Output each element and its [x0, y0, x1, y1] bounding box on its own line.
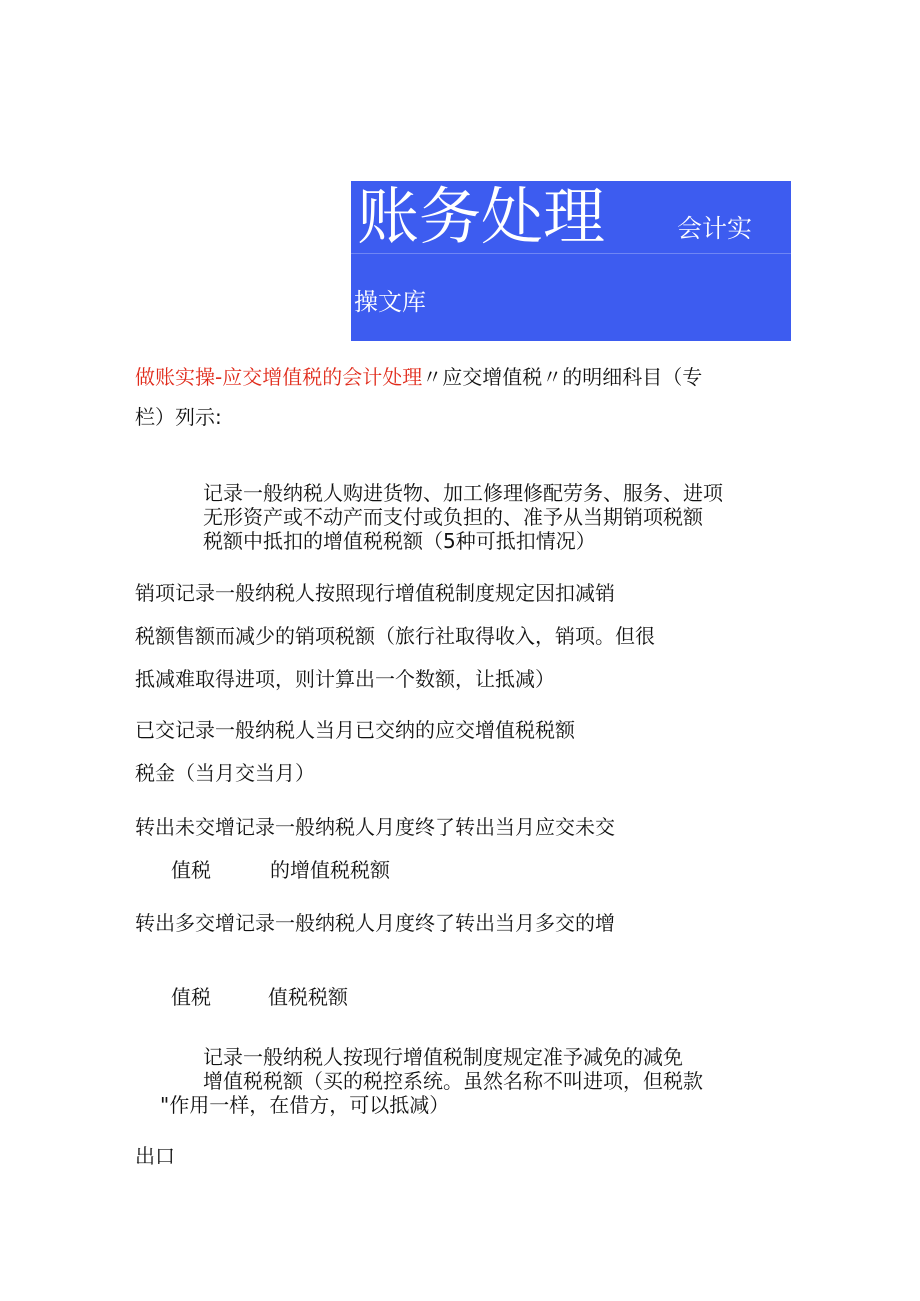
p6-line-3: "作用一样，在借方，可以抵减）	[160, 1093, 450, 1117]
banner-title-large: 账务处理	[357, 181, 606, 253]
banner-divider	[351, 253, 791, 254]
p2-line-2: 税额售额而减少的销项税额（旅行社取得收入，销项。但很	[135, 624, 655, 648]
p1-line-3: 税额中抵扣的增值税税额（5种可抵扣情况）	[203, 529, 596, 553]
p4-line-2-right: 的增值税税额	[270, 858, 390, 882]
section-heading	[135, 364, 702, 390]
p3-line-2: 税金（当月交当月）	[135, 761, 315, 785]
p3-line-1: 已交记录一般纳税人当月已交纳的应交增值税税额	[135, 718, 575, 742]
p5-line-1: 转出多交增记录一般纳税人月度终了转出当月多交的增	[135, 911, 615, 935]
banner-title-small: 会计实	[677, 214, 753, 243]
heading-text: 〃应交增值税〃的明细科目（专	[422, 365, 703, 389]
p2-line-1: 销项记录一般纳税人按照现行增值税制度规定因扣减销	[135, 581, 615, 605]
heading-link-text: 做账实操-应交增值税的会计处理	[135, 365, 423, 389]
heading-line-2: 栏）列示:	[135, 405, 222, 429]
p1-line-2: 无形资产或不动产而支付或负担的、准予从当期销项税额	[203, 505, 703, 529]
p2-line-3: 抵减难取得进项，则计算出一个数额，让抵减）	[135, 667, 555, 691]
title-banner	[351, 181, 791, 341]
p4-line-1: 转出未交增记录一般纳税人月度终了转出当月应交未交	[135, 815, 615, 839]
p1-line-1: 记录一般纳税人购进货物、加工修理修配劳务、服务、进项	[203, 481, 723, 505]
p6-line-1: 记录一般纳税人按现行增值税制度规定准予减免的减免	[203, 1045, 683, 1069]
p4-line-2-left: 值税	[171, 858, 211, 882]
banner-title-second-line: 操文库	[354, 288, 426, 316]
p5-line-2-left: 值税	[171, 985, 211, 1009]
p7-line-1: 出口	[135, 1144, 175, 1168]
p6-line-2: 增值税税额（买的税控系统。虽然名称不叫进项，但税款	[203, 1069, 703, 1093]
p5-line-2-right: 值税税额	[268, 985, 348, 1009]
